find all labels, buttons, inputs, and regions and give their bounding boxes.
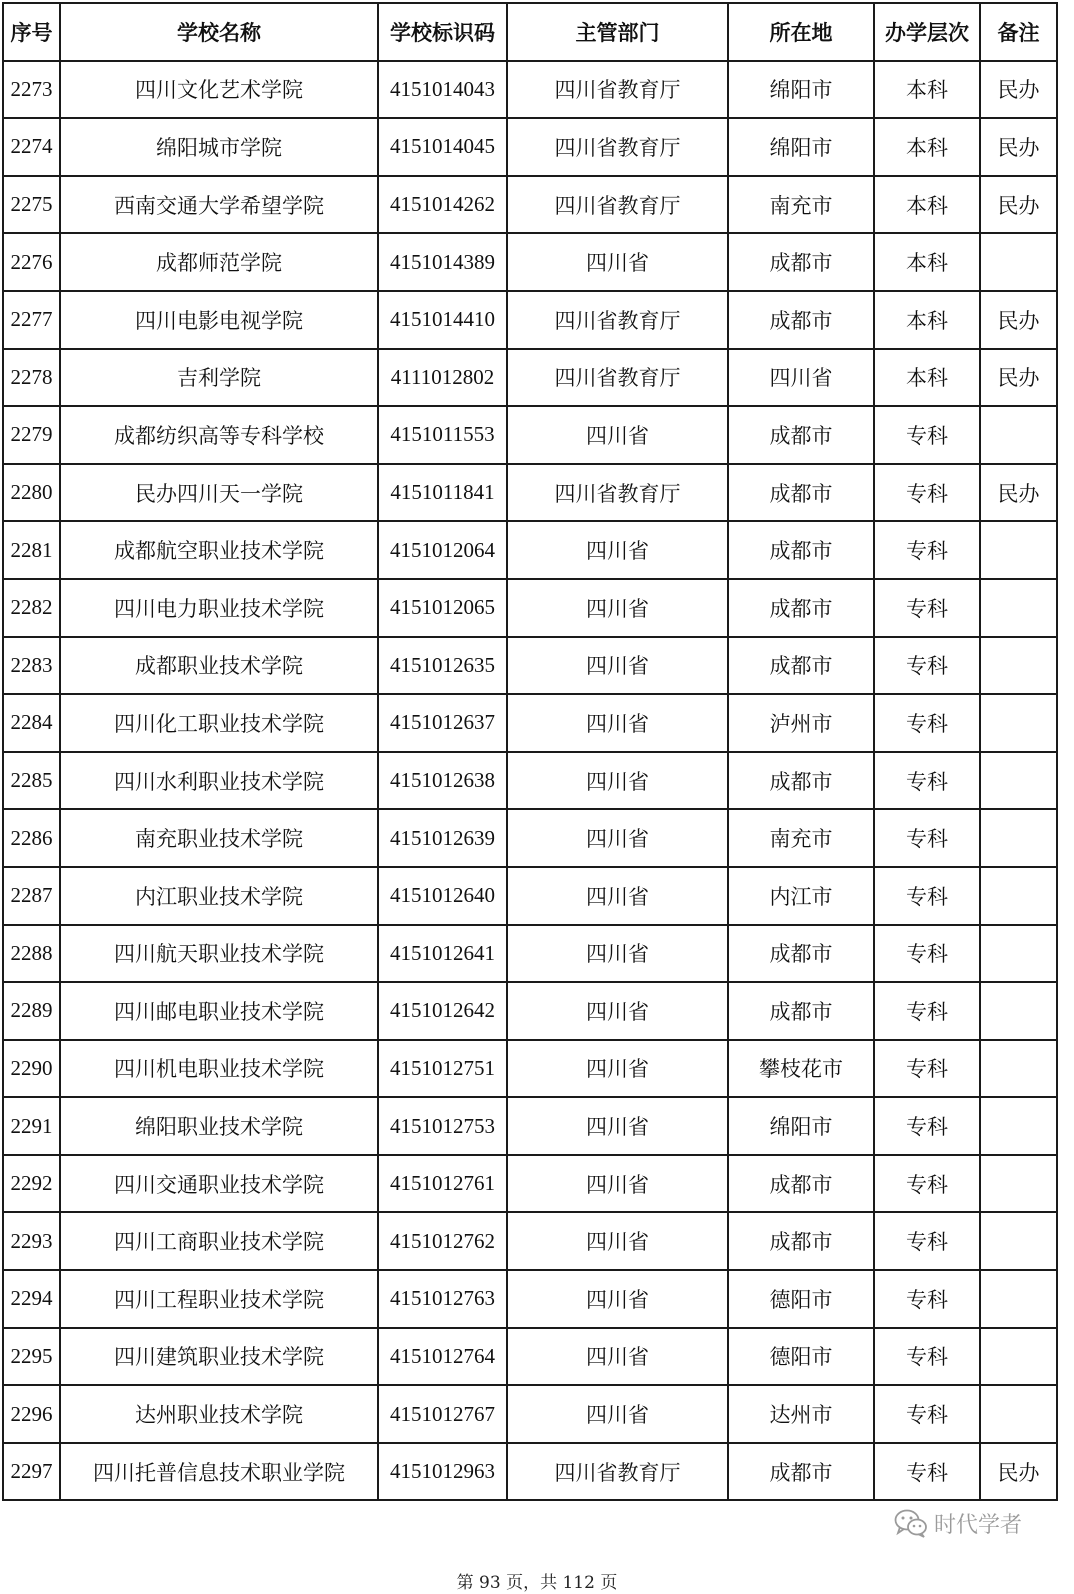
cell-level: 专科 <box>874 1212 980 1270</box>
cell-level: 专科 <box>874 406 980 464</box>
page-number-text: 第 93 页，共 112 页 <box>456 1573 618 1593</box>
cell-school-name: 四川交通职业技术学院 <box>60 1155 378 1213</box>
cell-seq: 2278 <box>3 349 60 407</box>
cell-department: 四川省 <box>507 233 728 291</box>
cell-level: 专科 <box>874 637 980 695</box>
cell-level: 本科 <box>874 176 980 234</box>
table-row <box>3 1385 1057 1443</box>
cell-seq: 2282 <box>3 579 60 637</box>
cell-department: 四川省 <box>507 752 728 810</box>
cell-seq: 2285 <box>3 752 60 810</box>
cell-school-code: 4151014389 <box>378 233 507 291</box>
cell-location: 成都市 <box>728 233 874 291</box>
cell-school-name: 达州职业技术学院 <box>60 1385 378 1443</box>
cell-level: 专科 <box>874 1328 980 1386</box>
table-row <box>3 637 1057 695</box>
header-note: 备注 <box>980 3 1057 61</box>
cell-seq: 2296 <box>3 1385 60 1443</box>
cell-location: 德阳市 <box>728 1328 874 1386</box>
cell-seq: 2291 <box>3 1097 60 1155</box>
cell-department: 四川省 <box>507 637 728 695</box>
cell-location: 四川省 <box>728 349 874 407</box>
cell-department: 四川省 <box>507 1155 728 1213</box>
cell-level: 本科 <box>874 233 980 291</box>
cell-school-name: 四川电力职业技术学院 <box>60 579 378 637</box>
cell-school-code: 4111012802 <box>378 349 507 407</box>
cell-note <box>980 1155 1057 1213</box>
cell-location: 成都市 <box>728 1212 874 1270</box>
table-row <box>3 1212 1057 1270</box>
cell-seq: 2287 <box>3 867 60 925</box>
cell-location: 成都市 <box>728 291 874 349</box>
cell-level: 专科 <box>874 579 980 637</box>
cell-department: 四川省教育厅 <box>507 61 728 119</box>
header-school-code: 学校标识码 <box>378 3 507 61</box>
cell-level: 专科 <box>874 1040 980 1098</box>
cell-location: 成都市 <box>728 925 874 983</box>
cell-level: 专科 <box>874 1270 980 1328</box>
cell-school-code: 4151012640 <box>378 867 507 925</box>
cell-note <box>980 752 1057 810</box>
cell-school-code: 4151012641 <box>378 925 507 983</box>
cell-school-code: 4151012751 <box>378 1040 507 1098</box>
cell-location: 内江市 <box>728 867 874 925</box>
school-table <box>2 2 1058 1501</box>
cell-location: 绵阳市 <box>728 1097 874 1155</box>
cell-school-name: 成都师范学院 <box>60 233 378 291</box>
cell-school-code: 4151011553 <box>378 406 507 464</box>
cell-note <box>980 809 1057 867</box>
cell-school-name: 成都纺织高等专科学校 <box>60 406 378 464</box>
cell-department: 四川省 <box>507 982 728 1040</box>
cell-school-name: 四川工程职业技术学院 <box>60 1270 378 1328</box>
table-row <box>3 867 1057 925</box>
cell-location: 成都市 <box>728 579 874 637</box>
cell-location: 成都市 <box>728 521 874 579</box>
cell-note: 民办 <box>980 61 1057 119</box>
cell-department: 四川省教育厅 <box>507 349 728 407</box>
cell-department: 四川省 <box>507 406 728 464</box>
cell-department: 四川省教育厅 <box>507 1443 728 1501</box>
cell-department: 四川省 <box>507 925 728 983</box>
cell-department: 四川省 <box>507 521 728 579</box>
table-row <box>3 1443 1057 1501</box>
table-row <box>3 1328 1057 1386</box>
cell-note: 民办 <box>980 176 1057 234</box>
cell-note <box>980 406 1057 464</box>
cell-school-name: 四川水利职业技术学院 <box>60 752 378 810</box>
table-row <box>3 925 1057 983</box>
cell-school-name: 吉利学院 <box>60 349 378 407</box>
cell-note: 民办 <box>980 1443 1057 1501</box>
cell-department: 四川省 <box>507 809 728 867</box>
cell-seq: 2290 <box>3 1040 60 1098</box>
cell-location: 南充市 <box>728 176 874 234</box>
cell-level: 专科 <box>874 867 980 925</box>
table-row <box>3 982 1057 1040</box>
header-seq: 序号 <box>3 3 60 61</box>
cell-level: 专科 <box>874 464 980 522</box>
cell-department: 四川省教育厅 <box>507 464 728 522</box>
table-row <box>3 291 1057 349</box>
cell-location: 达州市 <box>728 1385 874 1443</box>
cell-note: 民办 <box>980 291 1057 349</box>
cell-note <box>980 233 1057 291</box>
cell-location: 成都市 <box>728 982 874 1040</box>
cell-school-name: 成都职业技术学院 <box>60 637 378 695</box>
cell-level: 专科 <box>874 1155 980 1213</box>
table-row <box>3 406 1057 464</box>
cell-seq: 2281 <box>3 521 60 579</box>
header-department: 主管部门 <box>507 3 728 61</box>
cell-note <box>980 1328 1057 1386</box>
cell-note <box>980 1212 1057 1270</box>
cell-note <box>980 694 1057 752</box>
cell-department: 四川省教育厅 <box>507 118 728 176</box>
cell-school-code: 4151012963 <box>378 1443 507 1501</box>
cell-level: 专科 <box>874 1443 980 1501</box>
cell-seq: 2276 <box>3 233 60 291</box>
cell-note <box>980 579 1057 637</box>
cell-school-code: 4151014043 <box>378 61 507 119</box>
header-school-name: 学校名称 <box>60 3 378 61</box>
cell-location: 成都市 <box>728 1443 874 1501</box>
cell-school-name: 四川托普信息技术职业学院 <box>60 1443 378 1501</box>
cell-school-code: 4151012763 <box>378 1270 507 1328</box>
cell-department: 四川省 <box>507 1097 728 1155</box>
table-row <box>3 1097 1057 1155</box>
cell-location: 攀枝花市 <box>728 1040 874 1098</box>
cell-seq: 2293 <box>3 1212 60 1270</box>
table-row <box>3 349 1057 407</box>
cell-school-code: 4151014045 <box>378 118 507 176</box>
cell-note <box>980 867 1057 925</box>
school-list-sheet <box>2 2 1056 1501</box>
cell-school-name: 四川邮电职业技术学院 <box>60 982 378 1040</box>
cell-school-name: 四川电影电视学院 <box>60 291 378 349</box>
cell-department: 四川省 <box>507 867 728 925</box>
cell-school-code: 4151014410 <box>378 291 507 349</box>
cell-department: 四川省 <box>507 1385 728 1443</box>
table-row <box>3 1155 1057 1213</box>
cell-department: 四川省 <box>507 1212 728 1270</box>
cell-seq: 2288 <box>3 925 60 983</box>
cell-level: 专科 <box>874 982 980 1040</box>
watermark-text: 时代学者 <box>933 1512 1022 1538</box>
table-row <box>3 694 1057 752</box>
cell-location: 成都市 <box>728 1155 874 1213</box>
cell-department: 四川省教育厅 <box>507 176 728 234</box>
table-row <box>3 752 1057 810</box>
cell-school-code: 4151014262 <box>378 176 507 234</box>
watermark <box>894 1506 1022 1540</box>
cell-level: 专科 <box>874 925 980 983</box>
cell-location: 绵阳市 <box>728 61 874 119</box>
cell-level: 专科 <box>874 1385 980 1443</box>
cell-seq: 2295 <box>3 1328 60 1386</box>
cell-note <box>980 1097 1057 1155</box>
page-footer <box>0 1568 1074 1593</box>
cell-location: 德阳市 <box>728 1270 874 1328</box>
table-row <box>3 61 1057 119</box>
cell-department: 四川省 <box>507 1040 728 1098</box>
header-location: 所在地 <box>728 3 874 61</box>
cell-location: 成都市 <box>728 464 874 522</box>
cell-school-code: 4151012065 <box>378 579 507 637</box>
cell-level: 本科 <box>874 61 980 119</box>
table-row <box>3 1270 1057 1328</box>
cell-note: 民办 <box>980 464 1057 522</box>
cell-school-code: 4151012753 <box>378 1097 507 1155</box>
cell-school-code: 4151012761 <box>378 1155 507 1213</box>
table-header-row <box>3 3 1057 61</box>
cell-seq: 2284 <box>3 694 60 752</box>
table-row <box>3 579 1057 637</box>
cell-seq: 2283 <box>3 637 60 695</box>
cell-school-code: 4151012064 <box>378 521 507 579</box>
cell-school-code: 4151011841 <box>378 464 507 522</box>
cell-note <box>980 982 1057 1040</box>
cell-school-name: 南充职业技术学院 <box>60 809 378 867</box>
table-row <box>3 521 1057 579</box>
cell-seq: 2274 <box>3 118 60 176</box>
cell-note <box>980 925 1057 983</box>
table-row <box>3 464 1057 522</box>
cell-seq: 2277 <box>3 291 60 349</box>
table-row <box>3 809 1057 867</box>
cell-department: 四川省 <box>507 579 728 637</box>
cell-level: 本科 <box>874 118 980 176</box>
cell-seq: 2294 <box>3 1270 60 1328</box>
cell-seq: 2292 <box>3 1155 60 1213</box>
cell-location: 南充市 <box>728 809 874 867</box>
wechat-icon <box>894 1508 928 1538</box>
cell-school-name: 四川航天职业技术学院 <box>60 925 378 983</box>
cell-school-name: 绵阳城市学院 <box>60 118 378 176</box>
table-body <box>3 61 1057 1501</box>
cell-school-name: 四川建筑职业技术学院 <box>60 1328 378 1386</box>
cell-school-name: 民办四川天一学院 <box>60 464 378 522</box>
cell-note <box>980 1385 1057 1443</box>
cell-level: 本科 <box>874 291 980 349</box>
cell-school-name: 内江职业技术学院 <box>60 867 378 925</box>
cell-school-name: 绵阳职业技术学院 <box>60 1097 378 1155</box>
cell-school-name: 四川文化艺术学院 <box>60 61 378 119</box>
cell-level: 本科 <box>874 349 980 407</box>
cell-level: 专科 <box>874 694 980 752</box>
cell-level: 专科 <box>874 809 980 867</box>
cell-department: 四川省 <box>507 1328 728 1386</box>
cell-school-code: 4151012767 <box>378 1385 507 1443</box>
cell-note <box>980 1040 1057 1098</box>
cell-department: 四川省 <box>507 1270 728 1328</box>
cell-location: 泸州市 <box>728 694 874 752</box>
cell-school-code: 4151012642 <box>378 982 507 1040</box>
cell-note: 民办 <box>980 118 1057 176</box>
cell-school-code: 4151012635 <box>378 637 507 695</box>
cell-seq: 2297 <box>3 1443 60 1501</box>
cell-school-code: 4151012764 <box>378 1328 507 1386</box>
table-row <box>3 1040 1057 1098</box>
cell-location: 成都市 <box>728 752 874 810</box>
cell-level: 专科 <box>874 752 980 810</box>
cell-location: 成都市 <box>728 406 874 464</box>
cell-level: 专科 <box>874 1097 980 1155</box>
cell-seq: 2280 <box>3 464 60 522</box>
cell-school-name: 四川化工职业技术学院 <box>60 694 378 752</box>
cell-school-code: 4151012638 <box>378 752 507 810</box>
cell-note <box>980 521 1057 579</box>
cell-seq: 2275 <box>3 176 60 234</box>
table-row <box>3 233 1057 291</box>
header-level: 办学层次 <box>874 3 980 61</box>
cell-level: 专科 <box>874 521 980 579</box>
cell-seq: 2273 <box>3 61 60 119</box>
cell-department: 四川省 <box>507 694 728 752</box>
table-row <box>3 176 1057 234</box>
cell-school-name: 四川工商职业技术学院 <box>60 1212 378 1270</box>
cell-seq: 2279 <box>3 406 60 464</box>
cell-school-name: 成都航空职业技术学院 <box>60 521 378 579</box>
cell-seq: 2286 <box>3 809 60 867</box>
cell-note <box>980 1270 1057 1328</box>
cell-department: 四川省教育厅 <box>507 291 728 349</box>
cell-note: 民办 <box>980 349 1057 407</box>
cell-location: 绵阳市 <box>728 118 874 176</box>
cell-school-code: 4151012762 <box>378 1212 507 1270</box>
cell-school-code: 4151012639 <box>378 809 507 867</box>
cell-location: 成都市 <box>728 637 874 695</box>
cell-school-name: 四川机电职业技术学院 <box>60 1040 378 1098</box>
cell-school-name: 西南交通大学希望学院 <box>60 176 378 234</box>
table-row <box>3 118 1057 176</box>
cell-note <box>980 637 1057 695</box>
cell-seq: 2289 <box>3 982 60 1040</box>
cell-school-code: 4151012637 <box>378 694 507 752</box>
